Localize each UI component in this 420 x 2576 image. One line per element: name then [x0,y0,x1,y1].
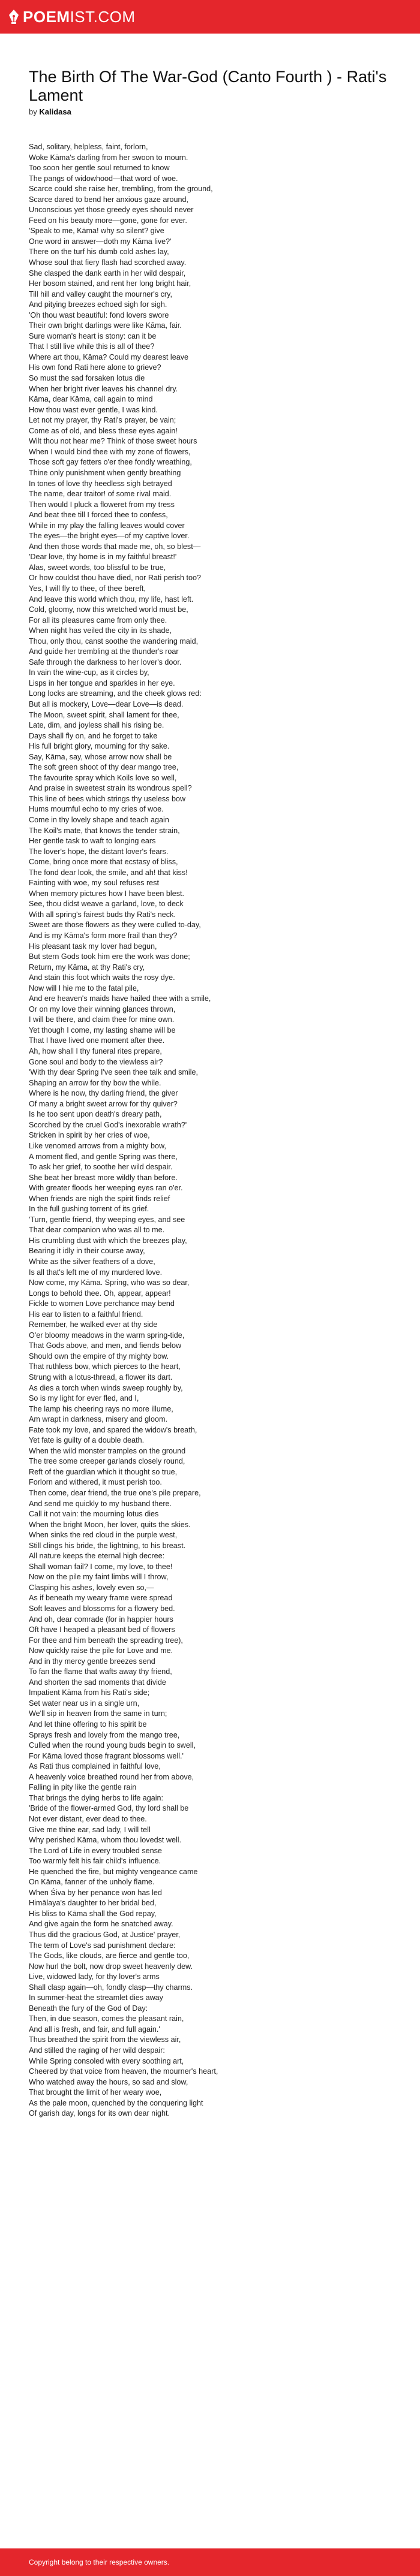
poem-line: And praise in sweetest strain its wondrous spell? [29,784,192,793]
poem-line: And stilled the raging of her wild despair: [29,2046,165,2055]
poem-line: Thus breathed the spirit from the viewless air, [29,2035,181,2044]
poem-content [29,68,391,2119]
poem-line: And in thy mercy gentle breezes send [29,1657,155,1666]
poem-line: And oh, dear comrade (for in happier hours [29,1615,173,1624]
poem-line: Too warmly felt his fair child's influence. [29,1857,161,1866]
poem-line: When her bright river leaves his channel dry. [29,384,178,393]
poem-line: That I still live while this is all of thee? [29,342,155,351]
poem-line: The pangs of widowhood—that word of woe. [29,174,178,183]
poem-line: And shorten the sad moments that divide [29,1678,166,1687]
poem-line: The name, dear traitor! of some rival maid. [29,490,172,499]
poem-line: That I have lived one moment after thee. [29,1036,165,1045]
poem-line: She clasped the dank earth in her wild despair, [29,269,186,277]
poem-line: Cheered by that voice from heaven, the mourner's heart, [29,2067,218,2076]
poem-line: Yet fate is guilty of a double death. [29,1436,145,1445]
poem-line: Then would I pluck a floweret from my tress [29,500,175,509]
poem-line: Now on the pile my faint limbs will I throw, [29,1573,169,1582]
poem-line: The term of Love's sad punishment declare: [29,1941,176,1950]
poem-line: When Śiva by her penance won has led [29,1888,162,1897]
poem-line: Hums mournful echo to my cries of woe. [29,805,164,814]
poem-line: As Rati thus complained in faithful love, [29,1762,161,1771]
poem-line: And pitying breezes echoed sigh for sigh. [29,300,167,309]
poem-line: Reft of the guardian which it thought so true, [29,1467,178,1476]
poem-line: Impatient Kāma from his Rati's side; [29,1688,150,1697]
site-footer [0,2548,420,2576]
poem-line: That Gods above, and men, and fiends below [29,1341,182,1350]
poem-line: Kāma, dear Kāma, call again to mind [29,395,153,404]
poem-line: In the full gushing torrent of its grief. [29,1205,149,1214]
poem-line: When memory pictures how I have been blest. [29,889,184,898]
poem-line: The Gods, like clouds, are fierce and gentle too, [29,1951,190,1960]
poem-line: Oft have I heaped a pleasant bed of flowers [29,1625,175,1634]
poem-line: Wilt thou not hear me? Think of those sweet hours [29,437,197,446]
poem-body [29,142,391,2119]
poem-line: Return, my Kāma, at thy Rati's cry, [29,963,145,972]
brand-light: IST.COM [70,8,136,26]
poem-line: Their own bright darlings were like Kāma, fair. [29,321,182,330]
poem-line: 'Oh thou wast beautiful: fond lovers swore [29,310,169,319]
poem-line: Till hill and valley caught the mourner's cry, [29,289,172,298]
poem-line: The lover's hope, the distant lover's fears. [29,847,169,856]
author-link[interactable]: Kalidasa [39,107,71,116]
poem-line: Should own the empire of thy mighty bow. [29,1352,169,1361]
poem-line: Gone soul and body to the viewless air? [29,1057,163,1066]
poem-line: Strung with a lotus-thread, a flower its dart. [29,1373,173,1381]
poem-line: Am wrapt in darkness, misery and gloom. [29,1415,167,1424]
poem-line: 'With thy dear Spring I've seen thee talk and smile, [29,1068,199,1077]
poem-line: Scarce dared to bend her anxious gaze around, [29,195,189,204]
poem-line: While Spring consoled with every soothing art, [29,2056,184,2065]
poem-line: His crumbling dust with which the breezes play, [29,1236,187,1245]
poem-line: And all is fresh, and fair, and full again.' [29,2025,160,2034]
poem-line: Or how couldst thou have died, nor Rati perish too? [29,574,202,583]
site-logo-link[interactable] [8,9,136,25]
poem-line: In vain the wine-cup, as it circles by, [29,668,149,677]
poem-line: Come in thy lovely shape and teach again [29,816,169,824]
poem-line: Unconscious yet those greedy eyes should never [29,206,194,215]
copyright-text: Copyright belong to their respective owners. [29,2558,170,2566]
poem-line: We'll sip in heaven from the same in turn; [29,1709,167,1718]
poem-line: For all its pleasures came from only thee. [29,616,167,625]
poem-line: Stricken in spirit by her cries of woe, [29,1131,150,1140]
poem-line: Fickle to women Love perchance may bend [29,1299,175,1308]
poem-line: Now quickly raise the pile for Love and me. [29,1646,173,1655]
poem-line: He quenched the fire, but mighty vengeance came [29,1867,198,1876]
poem-line: She beat her breast more wildly than before. [29,1173,178,1182]
poem-line: That ruthless bow, which pierces to the heart, [29,1362,181,1371]
poem-line: Fate took my love, and spared the widow's breath, [29,1425,197,1434]
poem-line: To ask her grief, to soothe her wild despair. [29,1163,173,1172]
poem-line: And beat thee till I forced thee to confess, [29,511,168,520]
poem-line: So is my light for ever fled, and I, [29,1394,139,1403]
poem-line: As if beneath my weary frame were spread [29,1594,173,1603]
poem-line: While in my play the falling leaves would cover [29,521,185,530]
poem-line: For thee and him beneath the spreading tree), [29,1636,183,1645]
poem-line: Sweet are those flowers as they were culled to-day, [29,921,201,930]
poem-line: His ear to listen to a faithful friend. [29,1310,143,1319]
poem-line: When friends are nigh the spirit finds relief [29,1194,170,1203]
poem-line: Let not my prayer, thy Rati's prayer, be vain; [29,416,176,425]
poem-line: Soft leaves and blossoms for a flowery bed. [29,1604,175,1613]
poem-line: Her bosom stained, and rent her long bright hair, [29,279,191,288]
poem-line: Whose soul that fiery flash had scorched away. [29,258,187,267]
poem-line: Where is he now, thy darling friend, the giver [29,1089,178,1098]
poem-line: One word in answer—doth my Kāma live?' [29,237,172,246]
poem-line: Of garish day, longs for its own dear night. [29,2109,170,2118]
poem-line: That dear companion who was all to me. [29,1226,165,1235]
poem-line: When the wild monster tramples on the ground [29,1446,186,1455]
poem-line: With all spring's fairest buds thy Rati's neck. [29,910,176,919]
poem-line: The Lord of Life in every troubled sense [29,1846,162,1855]
poem-line: Shaping an arrow for thy bow the while. [29,1078,161,1087]
poem-line: Himālaya's daughter to her bridal bed, [29,1899,157,1908]
poem-line: Ah, how shall I thy funeral rites prepare, [29,1047,162,1056]
poem-line: Thine only punishment when gently breathing [29,468,181,477]
site-logo-text [23,9,136,25]
poem-line: There on the turf his dumb cold ashes lay, [29,248,169,257]
poem-line: The fond dear look, the smile, and ah! that kiss! [29,868,188,877]
poem-line: Falling in pity like the gentle rain [29,1783,137,1792]
poem-line: Sprays fresh and lovely from the mango tree, [29,1730,180,1739]
poem-line: Set water near us in a single urn, [29,1699,140,1708]
poem-line: In tones of love thy heedless sigh betrayed [29,479,172,488]
poem-line: Too soon her gentle soul returned to know [29,164,170,173]
poem-line: Scorched by the cruel God's inexorable wrath?' [29,1120,187,1129]
poem-line: And then those words that made me, oh, so blest— [29,542,201,551]
poem-line: That brings the dying herbs to life again: [29,1793,164,1802]
poem-line: Still clings his bride, the lightning, to his breast. [29,1541,186,1550]
poem-line: Culled when the round young buds begin to swell, [29,1741,196,1750]
poem-line: Call it not vain: the mourning lotus dies [29,1510,159,1519]
poem-line: 'Turn, gentle friend, thy weeping eyes, and see [29,1215,185,1224]
poem-line: Give me thine ear, sad lady, I will tell [29,1825,151,1834]
poem-line: See, thou didst weave a garland, love, to deck [29,900,184,909]
poem-line: Or on my love their winning glances thrown, [29,1005,176,1013]
poem-line: How thou wast ever gentle, I was kind. [29,405,158,414]
poem-line: Forlorn and withered, it must perish too. [29,1478,162,1487]
poem-line: And stain this foot which waits the rosy dye. [29,973,175,982]
poem-line: For Kāma loved those fragrant blossoms well.' [29,1751,184,1760]
poem-line: The lamp his cheering rays no more illume, [29,1404,173,1413]
poem-line: And let thine offering to his spirit be [29,1720,147,1729]
poem-line: Cold, gloomy, now this wretched world must be, [29,605,188,614]
poem-line: Come, bring once more that ecstasy of bliss, [29,858,178,867]
poem-line: Now come, my Kāma. Spring, who was so dear, [29,1278,190,1287]
poem-line: Is all that's left me of my murdered love. [29,1268,163,1277]
poem-line: Now will I hie me to the fatal pile, [29,984,139,993]
poem-line: Why perished Kāma, whom thou lovedst well. [29,1836,182,1845]
poem-line: The Koil's mate, that knows the tender strain, [29,826,180,835]
poem-title: The Birth Of The War-God (Canto Fourth ) - Rati's Lament [29,68,387,104]
poem-line: Beneath the fury of the God of Day: [29,2004,148,2013]
brand-bold: POEM [23,8,70,26]
poem-line: When sinks the red cloud in the purple west, [29,1531,178,1540]
poem-line: Bearing it idly in their course away, [29,1247,145,1256]
poem-line: Then come, dear friend, the true one's pile prepare, [29,1489,201,1497]
poem-line: As the pale moon, quenched by the conquering light [29,2098,203,2107]
poem-line: Like venomed arrows from a mighty bow, [29,1141,166,1150]
poem-line: All nature keeps the eternal high decree: [29,1552,165,1561]
poem-line: Shall clasp again—oh, fondly clasp—thy charms. [29,1983,193,1992]
poem-line: But stern Gods took him ere the work was done; [29,952,190,961]
poem-line: 'Dear love, thy home is in my faithful breast!' [29,553,177,562]
poem-line: Safe through the darkness to her lover's door. [29,657,182,666]
poem-line: 'Speak to me, Kāma! why so silent? give [29,227,164,236]
poem-line: His pleasant task my lover had begun, [29,942,157,951]
poem-line: When the bright Moon, her lover, quits the skies. [29,1520,191,1529]
poem-line: Remember, he walked ever at thy side [29,1320,158,1329]
poem-line: In summer-heat the streamlet dies away [29,1993,163,2002]
poem-line: Her gentle task to waft to longing ears [29,837,156,846]
poem-line: Say, Kāma, say, whose arrow now shall be [29,752,172,761]
poem-line: Fainting with woe, my soul refuses rest [29,879,159,888]
poem-line: White as the silver feathers of a dove, [29,1257,155,1266]
poem-line: Late, dim, and joyless shall his rising be. [29,721,164,730]
poem-line: The tree some creeper garlands closely round, [29,1457,185,1466]
poem-line: Where art thou, Kāma? Could my dearest leave [29,352,188,361]
poem-line: Scarce could she raise her, trembling, from the ground, [29,185,213,194]
poem-line: Then, in due season, comes the pleasant rain, [29,2014,184,2023]
poem-line: Shall woman fail? I come, my love, to thee! [29,1562,173,1571]
poem-line: On Kāma, fanner of the unholy flame. [29,1878,155,1887]
poem-line: His bliss to Kāma shall the God repay, [29,1909,157,1918]
poem-line: O'er bloomy meadows in the warm spring-tide, [29,1331,185,1340]
poem-line: With greater floods her weeping eyes ran o'er. [29,1184,183,1193]
poem-line: As dies a torch when winds sweep roughly by, [29,1383,183,1392]
poem-line: But all is mockery, Love—dear Love—is dead. [29,699,184,708]
poem-line: Lisps in her tongue and sparkles in her eye. [29,678,175,687]
poem-line: This line of bees which strings thy useless bow [29,794,186,803]
poem-line: To fan the flame that wafts away thy friend, [29,1667,172,1676]
poem-line: Sad, solitary, helpless, faint, forlorn, [29,143,148,151]
poem-line: Sure woman's heart is stony: can it be [29,331,157,340]
poem-line: Yes, I will fly to thee, of thee bereft, [29,584,146,593]
pen-nib-icon [8,10,19,24]
poem-line: Woke Kāma's darling from her swoon to mourn. [29,153,188,162]
poem-line: That brought the limit of her weary woe, [29,2088,162,2097]
poem-line: Yet though I come, my lasting shame will be [29,1025,176,1034]
poem-line: And is my Kāma's form more frail than they? [29,931,178,940]
poem-line: The favourite spray which Koils love so well, [29,773,177,782]
poem-line: A moment fled, and gentle Spring was there, [29,1152,178,1161]
poem-line: When I would bind thee with my zone of flowers, [29,447,191,456]
poem-line: Days shall fly on, and he forget to take [29,731,158,740]
poem-line: Long locks are streaming, and the cheek glows red: [29,689,202,698]
poem-line: And leave this world which thou, my life, hast left. [29,595,194,604]
poem-line: The eyes—the bright eyes—of my captive lover. [29,532,190,541]
poem-line: His full bright glory, mourning for thy sake. [29,742,170,751]
poem-line: The Moon, sweet spirit, shall lament for thee, [29,710,179,719]
poem-line: Live, widowed lady, for thy lover's arms [29,1972,160,1981]
poem-line: Thou, only thou, canst soothe the wandering maid, [29,637,199,645]
poem-line: His own fond Rati here alone to grieve? [29,363,161,372]
byline [29,107,391,117]
poem-line: Is he too sent upon death's dreary path, [29,1110,162,1119]
poem-line: Of many a bright sweet arrow for thy quiver? [29,1099,178,1108]
poem-line: A heavenly voice breathed round her from above, [29,1772,194,1781]
poem-line: Not ever distant, ever dead to thee. [29,1814,147,1823]
poem-line: Thus did the gracious God, at Justice' prayer, [29,1930,181,1939]
poem-line: And guide her trembling at the thunder's roar [29,647,179,656]
poem-line: And ere heaven's maids have hailed thee with a smile, [29,994,211,1003]
poem-line: When night has veiled the city in its shade, [29,626,172,635]
poem-line: The soft green shoot of thy dear mango tree, [29,763,179,772]
by-label: by [29,107,37,116]
poem-line: Alas, sweet words, too blissful to be true, [29,563,166,572]
poem-line: So must the sad forsaken lotus die [29,374,145,383]
poem-line: Now hurl the bolt, now drop sweet heavenly dew. [29,1962,193,1971]
poem-line: Feed on his beauty more—gone, gone for ever. [29,216,187,225]
poem-line: Clasping his ashes, lovely even so,— [29,1583,154,1592]
poem-line: I will be there, and claim thee for mine own. [29,1015,175,1024]
poem-line: Longs to behold thee. Oh, appear, appear! [29,1289,171,1298]
poem-line: 'Bride of the flower-armed God, thy lord shall be [29,1804,189,1813]
poem-line: And send me quickly to my husband there. [29,1499,172,1508]
site-header [0,0,420,34]
poem-line: Who watched away the hours, so sad and slow, [29,2077,188,2086]
poem-line: And give again the form he snatched away. [29,1920,173,1929]
poem-line: Those soft gay fetters o'er thee fondly wreathing, [29,458,192,467]
poem-line: Come as of old, and bless these eyes again! [29,426,178,435]
